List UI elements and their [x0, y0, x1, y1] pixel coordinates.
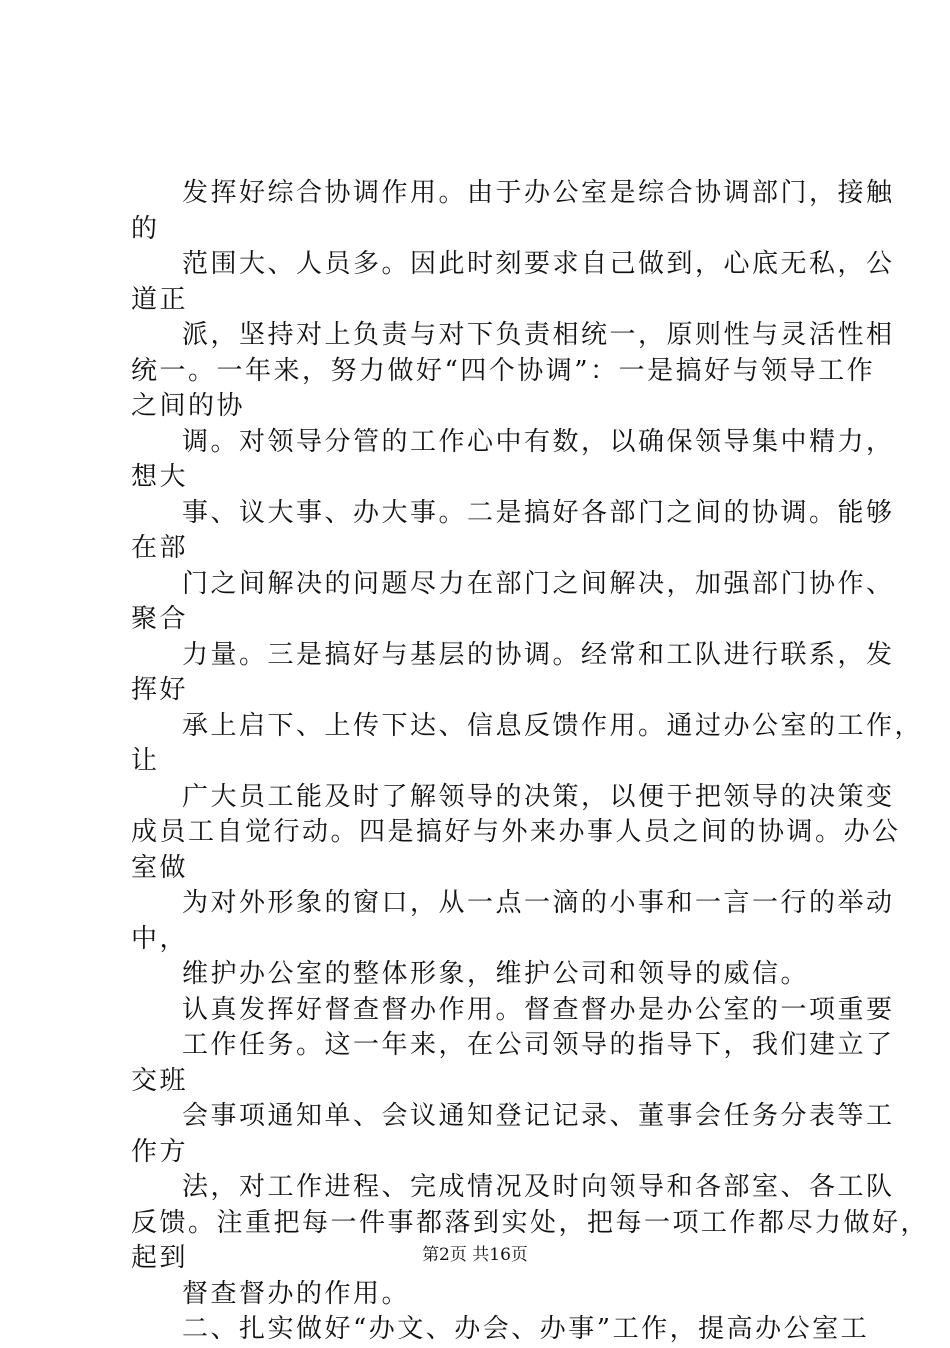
text-line: 会事项通知单、会议通知登记记录、董事会任务分表等工 — [182, 1101, 895, 1131]
text-line: 力量。三是搞好与基层的协调。经常和工队进行联系，发 — [182, 639, 895, 670]
text-line: 挥好 — [131, 675, 189, 705]
text-line: 反馈。注重把每一件事都落到实处，把每一项工作都尽力做好， — [131, 1207, 930, 1238]
text-line: 督查督办的作用。 — [182, 1278, 411, 1309]
text-line: 想大 — [131, 462, 189, 492]
text-line: 作方 — [131, 1136, 189, 1167]
text-line: 认真发挥好督查督办作用。督查督办是办公室的一项重要 — [182, 994, 895, 1025]
text-line: 成员工自觉行动。四是搞好与外来办事人员之间的协调。办公 — [131, 817, 901, 847]
text-line: 在部 — [131, 533, 189, 563]
text-line: 范围大、人员多。因此时刻要求自己做到，心底无私，公 — [182, 249, 895, 279]
text-line: 中， — [131, 923, 189, 954]
text-line: 统一。一年来，努力做好“四个协调”：一是搞好与领导工作 — [131, 355, 876, 386]
text-line: 道正 — [131, 284, 189, 315]
text-line: 聚合 — [131, 604, 189, 634]
text-line: 之间的协 — [131, 391, 246, 421]
text-line: 交班 — [131, 1065, 189, 1096]
text-line: 让 — [131, 746, 160, 776]
text-line: 为对外形象的窗口，从一点一滴的小事和一言一行的举动 — [182, 888, 895, 918]
text-line: 门之间解决的问题尽力在部门之间解决，加强部门协作、 — [182, 568, 895, 599]
text-line: 事、议大事、办大事。二是搞好各部门之间的协调。能够 — [182, 497, 895, 528]
text-line: 承上启下、上传下达、信息反馈作用。通过办公室的工作， — [182, 710, 924, 741]
text-line: 起到 — [131, 1243, 189, 1273]
text-line: 二、扎实做好“办文、办会、办事”工作，提高办公室工 — [182, 1314, 870, 1344]
text-line: 室做 — [131, 852, 189, 883]
text-line: 法，对工作进程、完成情况及时向领导和各部室、各工队 — [182, 1172, 895, 1202]
page-footer: 第2页 共16页 — [422, 1245, 528, 1265]
text-line: 的 — [131, 213, 160, 244]
text-line: 派，坚持对上负责与对下负责相统一，原则性与灵活性相 — [182, 320, 895, 350]
text-line: 发挥好综合协调作用。由于办公室是综合协调部门，接触 — [182, 178, 895, 208]
text-line: 调。对领导分管的工作心中有数，以确保领导集中精力， — [182, 426, 895, 457]
text-line: 维护办公室的整体形象，维护公司和领导的威信。 — [182, 959, 810, 989]
text-line: 广大员工能及时了解领导的决策，以便于把领导的决策变 — [182, 781, 895, 812]
text-line: 工作任务。这一年来，在公司领导的指导下，我们建立了 — [182, 1030, 895, 1060]
document-body — [131, 176, 930, 1348]
